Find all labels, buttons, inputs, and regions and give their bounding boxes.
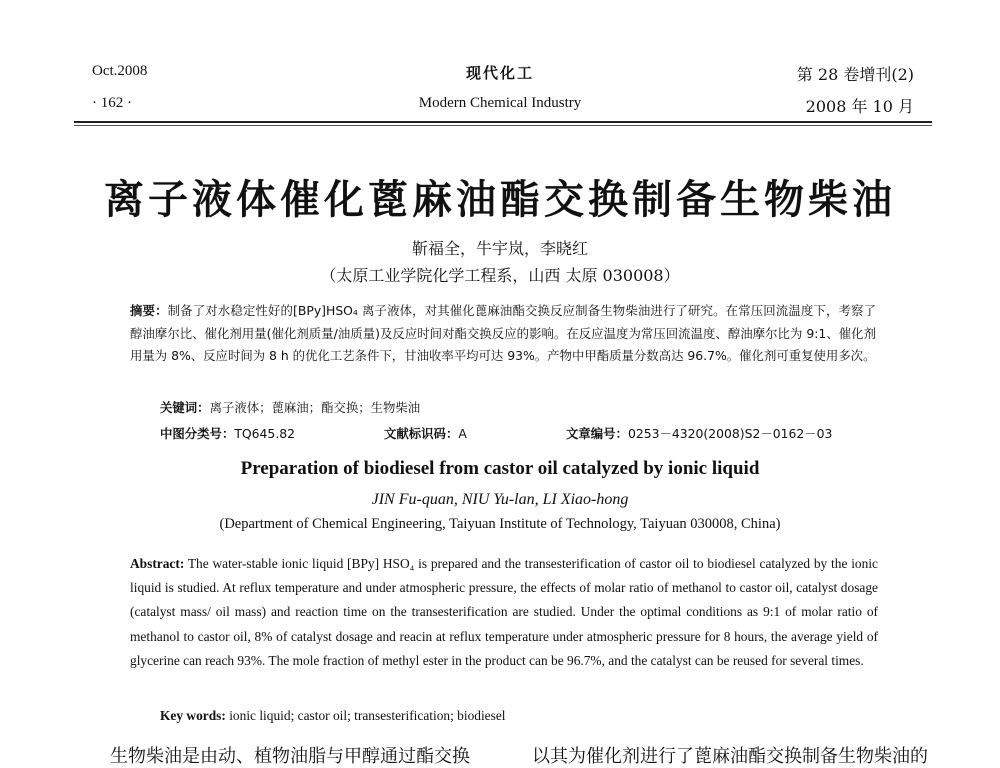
affiliation-en: (Department of Chemical Engineering, Taiyuan Institute of Technology, Taiyuan 030008, China) [219,516,781,532]
header-volume: 第 28 卷增刊(2) [796,65,914,84]
clc-label: 中图分类号： [160,426,235,441]
journal-title-en: Modern Chemical Industry [418,95,582,111]
keywords-cn-label: 关键词： [160,400,210,415]
doc-code-label: 文献标识码： [384,426,459,441]
document-code [384,424,467,442]
article-number-value: 0253－4320(2008)S2－0162－03 [627,426,833,441]
abstract-cn-text: 制备了对水稳定性好的[BPy]HSO₄ 离子液体，对其催化蓖麻油酯交换反应制备生物柴油进行了研究。在常压回流温度下，考察了醇油摩尔比、催化剂用量(催化剂质量/油质量)及反应时间对酯交换反应的影响。在反应温度为常压回流温度、醇油摩尔比为 9:1、催化剂用量为 8%、反应时间为 8 h 的优化工艺条件下，甘油收率平均可达 93%。产物中甲酯质量分数高达 96.7%。催化剂可重复使用多次。 [130,303,876,363]
header-rule-thick [74,121,932,123]
doc-code-value: A [458,426,467,441]
keywords-cn [160,398,420,416]
authors-cn: 靳福全，牛宇岚，李晓红 [411,239,588,258]
header-date: Oct.2008 [92,63,148,79]
article-number-label: 文章编号： [566,426,628,441]
clc-number [160,424,295,442]
abstract-cn [130,300,876,368]
header-page-number: · 162 · [92,95,132,111]
article-number [566,424,832,442]
abstract-en-label: Abstract: [130,556,185,571]
keywords-en-text: ionic liquid; castor oil; transesterification; biodiesel [229,708,506,723]
abstract-en [130,552,878,673]
keywords-en [160,708,506,724]
header-date-cn: 2008 年 10 月 [805,97,914,116]
keywords-en-label: Key words: [160,708,226,723]
body-text-left: 生物柴油是由动、植物油脂与甲醇通过酯交换 [110,746,470,767]
abstract-en-text: The water-stable ionic liquid [BPy] HSO₄ is prepared and the transesterification of castor oil to biodiesel catalyzed by the ionic liquid is studied. At reflux temperature and under atmospheric pressure, the effects of molar ratio of methanol to castor oil, catalyst dosage (catalyst mass/ oil mass) and reaction time on the transesterification are studied. Under the optimal conditions as 9:1 of molar ratio of methanol to castor oil, 8% of catalyst dosage and reacin at reflux temperature under atmospheric pressure for 8 hours, the average yield of glycerine can reach 93%. The mole fraction of methyl ester in the product can be 96.7%, and the catalyst can be reused for several times. [130,556,878,668]
header-rule-thin [74,125,932,126]
paper-title-cn: 离子液体催化蓖麻油酯交换制备生物柴油 [104,177,896,223]
keywords-cn-text: 离子液体；蓖麻油；酯交换；生物柴油 [209,400,421,415]
abstract-cn-label: 摘要： [130,303,168,318]
affiliation-cn: （太原工业学院化学工程系，山西 太原 030008） [320,266,680,285]
clc-value: TQ645.82 [234,426,296,441]
journal-title-cn: 现代化工 [465,64,534,82]
body-text-right: 以其为催化剂进行了蓖麻油酯交换制备生物柴油的 [532,746,928,767]
authors-en: JIN Fu-quan, NIU Yu-lan, LI Xiao-hong [371,491,629,508]
paper-title-en: Preparation of biodiesel from castor oil catalyzed by ionic liquid [240,458,760,479]
